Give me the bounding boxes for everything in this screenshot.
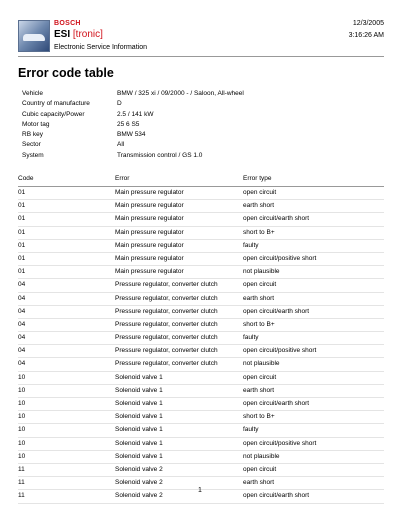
table-row	[18, 358, 384, 371]
print-date: 12/3/2005	[352, 20, 384, 27]
brand-name: BOSCH	[54, 20, 81, 27]
cell-code: 10	[18, 386, 26, 394]
table-row	[18, 200, 384, 213]
cell-error-type: faulty	[243, 426, 259, 434]
cell-code: 10	[18, 413, 26, 421]
info-value: BMW / 325 xi / 09/2000 - / Saloon, All-wheel	[117, 90, 244, 97]
cell-error-type: open circuit/earth short	[243, 215, 310, 223]
cell-code: 11	[18, 465, 25, 473]
header-subtitle: Electronic Service Information	[54, 44, 147, 51]
table-row	[18, 293, 384, 306]
product-name	[54, 29, 103, 40]
product-main: ESI	[54, 29, 71, 40]
cell-code: 04	[18, 307, 26, 315]
cell-error-type: short to B+	[243, 413, 275, 421]
table-row	[18, 187, 384, 200]
error-code-table	[18, 173, 384, 504]
header-divider	[18, 56, 384, 57]
cell-error: Pressure regulator, converter clutch	[115, 307, 218, 315]
cell-error-type: open circuit	[243, 373, 277, 381]
table-row	[18, 240, 384, 253]
cell-error-type: faulty	[243, 334, 259, 342]
cell-error: Pressure regulator, converter clutch	[115, 360, 218, 368]
info-value: 2.5 / 141 kW	[117, 110, 154, 118]
esi-logo	[18, 20, 50, 52]
table-header-row	[18, 173, 384, 187]
page-title: Error code table	[18, 66, 114, 80]
table-row	[18, 398, 384, 411]
cell-code: 04	[18, 281, 26, 289]
cell-error: Main pressure regulator	[115, 268, 184, 276]
table-row	[18, 332, 384, 345]
table-row	[18, 306, 384, 319]
cell-error: Pressure regulator, converter clutch	[115, 347, 218, 355]
info-value: BMW 534	[117, 131, 146, 139]
info-key: Country of manufacture	[22, 100, 90, 108]
cell-error: Solenoid valve 1	[115, 373, 163, 381]
info-value: D	[117, 100, 122, 108]
table-row	[18, 253, 384, 266]
cell-error-type: earth short	[243, 202, 275, 210]
cell-error: Main pressure regulator	[115, 202, 184, 210]
cell-error: Solenoid valve 1	[115, 413, 163, 421]
cell-error-type: open circuit/earth short	[243, 492, 310, 500]
cell-code: 11	[18, 479, 25, 487]
product-sub: [tronic]	[72, 29, 103, 40]
cell-error: Solenoid valve 1	[115, 452, 163, 460]
table-row	[18, 213, 384, 226]
cell-error-type: short to B+	[243, 320, 275, 328]
info-value: 25 6 S5	[117, 120, 140, 128]
cell-code: 01	[18, 228, 26, 236]
info-key: Sector	[22, 141, 41, 149]
cell-code: 04	[18, 360, 26, 368]
cell-error: Solenoid valve 2	[115, 479, 163, 487]
cell-error: Pressure regulator, converter clutch	[115, 281, 218, 289]
info-value: All	[117, 141, 125, 149]
cell-error-type: earth short	[243, 386, 275, 394]
table-row	[18, 464, 384, 477]
info-key: Cubic capacity/Power	[22, 110, 85, 118]
table-row	[18, 319, 384, 332]
page-header	[18, 20, 384, 54]
cell-code: 10	[18, 439, 26, 447]
table-row	[18, 438, 384, 451]
cell-code: 01	[18, 268, 26, 276]
cell-error: Pressure regulator, converter clutch	[115, 294, 218, 302]
cell-code: 10	[18, 452, 26, 460]
cell-code: 01	[18, 241, 26, 249]
table-row	[18, 227, 384, 240]
info-row	[22, 131, 382, 141]
cell-code: 04	[18, 334, 26, 342]
table-row	[18, 345, 384, 358]
cell-error: Solenoid valve 1	[115, 386, 163, 394]
vehicle-info	[22, 90, 382, 162]
cell-error-type: open circuit	[243, 281, 277, 289]
cell-error: Solenoid valve 1	[115, 426, 163, 434]
cell-error-type: earth short	[243, 479, 275, 487]
header-error: Error	[115, 175, 130, 182]
info-row	[22, 111, 382, 121]
cell-error: Main pressure regulator	[115, 241, 184, 249]
cell-error: Pressure regulator, converter clutch	[115, 320, 218, 328]
info-key: Vehicle	[22, 90, 43, 97]
page-number: 1	[198, 487, 202, 494]
cell-error-type: faulty	[243, 241, 259, 249]
info-row	[22, 90, 382, 100]
table-row	[18, 372, 384, 385]
info-value: Transmission control / GS 1.0	[117, 151, 203, 159]
print-time: 3:16:26 AM	[348, 32, 384, 39]
cell-error: Solenoid valve 2	[115, 465, 163, 473]
cell-error-type: open circuit	[243, 189, 277, 196]
info-row	[22, 152, 382, 162]
info-key: System	[22, 151, 44, 159]
cell-code: 10	[18, 426, 26, 434]
cell-error: Solenoid valve 1	[115, 439, 163, 447]
cell-code: 01	[18, 189, 26, 196]
cell-error-type: short to B+	[243, 228, 275, 236]
cell-error-type: earth short	[243, 294, 275, 302]
table-row	[18, 266, 384, 279]
cell-code: 04	[18, 320, 26, 328]
header-code: Code	[18, 175, 34, 182]
cell-code: 11	[18, 492, 25, 500]
cell-error-type: open circuit/positive short	[243, 254, 317, 262]
table-row	[18, 411, 384, 424]
car-icon	[23, 34, 45, 41]
cell-code: 10	[18, 373, 26, 381]
info-row	[22, 141, 382, 151]
cell-error-type: open circuit/positive short	[243, 439, 317, 447]
cell-error: Solenoid valve 2	[115, 492, 163, 500]
cell-error-type: not plausible	[243, 452, 280, 460]
cell-code: 10	[18, 400, 26, 407]
cell-error-type: open circuit/earth short	[243, 400, 310, 407]
table-row	[18, 451, 384, 464]
cell-error: Main pressure regulator	[115, 215, 184, 223]
table-row	[18, 385, 384, 398]
info-key: Motor tag	[22, 120, 50, 128]
cell-code: 01	[18, 254, 26, 262]
cell-error: Main pressure regulator	[115, 254, 184, 262]
info-key: RB key	[22, 131, 43, 139]
table-row	[18, 424, 384, 437]
info-row	[22, 121, 382, 131]
cell-error-type: open circuit/earth short	[243, 307, 310, 315]
table-row	[18, 279, 384, 292]
cell-error: Solenoid valve 1	[115, 400, 163, 407]
header-error-type: Error type	[243, 175, 272, 182]
info-row	[22, 100, 382, 110]
cell-code: 04	[18, 347, 26, 355]
cell-error-type: not plausible	[243, 360, 280, 368]
cell-error: Main pressure regulator	[115, 228, 184, 236]
cell-error-type: open circuit	[243, 465, 277, 473]
cell-code: 01	[18, 215, 26, 223]
cell-error: Main pressure regulator	[115, 189, 184, 196]
cell-error-type: open circuit/positive short	[243, 347, 317, 355]
cell-error-type: not plausible	[243, 268, 280, 276]
cell-error: Pressure regulator, converter clutch	[115, 334, 218, 342]
cell-code: 01	[18, 202, 26, 210]
cell-code: 04	[18, 294, 26, 302]
